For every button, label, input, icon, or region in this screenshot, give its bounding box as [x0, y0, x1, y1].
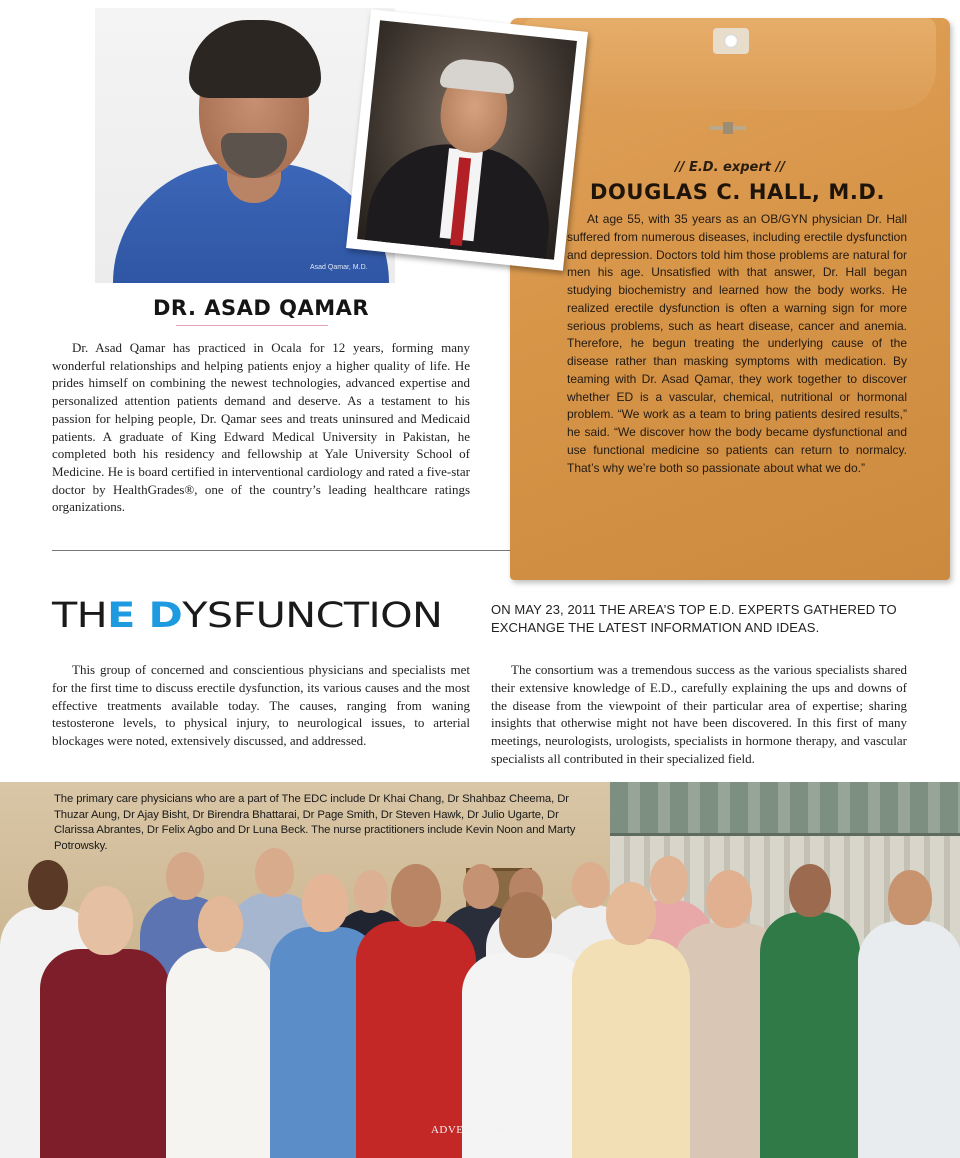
group-photo [0, 782, 960, 1158]
group-photo-valance [610, 782, 960, 836]
dysfunction-column-left: This group of concerned and conscientious physicians and specialists met for the first time to discuss erectile dysfunction, its various causes and the most effective treatments available today. The causes, ranging from waning testosterone levels, to physical injury, to neurological issues, to arterial blockages were noted, extensively discussed, and addressed. [52, 662, 470, 749]
group-person [40, 886, 170, 1158]
group-person [760, 864, 860, 1158]
dysfunction-title-pre: TH [52, 596, 108, 636]
hall-kicker: // E.D. expert // [674, 160, 786, 175]
dysfunction-title [52, 596, 559, 636]
qamar-heading-rule [176, 325, 328, 326]
group-person-body [858, 921, 960, 1158]
group-person [166, 896, 274, 1158]
group-person-head [391, 864, 441, 927]
section-divider [52, 550, 514, 551]
advertisement-label: ADVERTISEMENT [430, 1124, 530, 1136]
hall-bio: At age 55, with 35 years as an OB/GYN physician Dr. Hall suffered from numerous diseases, including erectile dysfunction and depression. Doctors told him those problems are natural for men his age. Unsatisfied with that answer, Dr. Hall began studying biochemistry and learned how the body works. He realized erectile dysfunction is often a warning sign for more serious problems, such as heart disease, cancer and anemia. Therefore, he begun treating the underlying cause of the disease rather than masking symptoms with medication. By teaming with Dr. Asad Qamar, they work together to discover whether ED is a vascular, chemical, nutritional or hormonal problem. “We work as a team to bring patients desired results,” he said. “We discover how the body became dysfunctional and use functional medicine so patients can return to normalcy. That’s why we’re both so passionate about what we do.” [567, 212, 907, 475]
group-person-head [789, 864, 831, 917]
group-person-head [706, 870, 752, 928]
qamar-heading: DR. ASAD QAMAR [152, 296, 370, 320]
dysfunction-column-right: The consortium was a tremendous success as the various specialists shared their extensive knowledge of E.D., carefully explaining the ups and downs of the disease from the viewpoint of their particular area of expertise; sharing insights that otherwise might not have been discovered. In this first of many meetings, neurologists, urologists, specialists in hormone therapy, and vascular specialists all contributed in their specialized field. [491, 662, 907, 766]
group-person-body [356, 921, 476, 1158]
dysfunction-subhead: ON MAY 23, 2011 THE AREA’S TOP E.D. EXPERTS GATHERED TO EXCHANGE THE LATEST INFORMATION AND IDEAS. [491, 602, 897, 635]
qamar-hair [189, 20, 321, 98]
envelope-hole [713, 28, 749, 54]
qamar-name-badge: Asad Qamar, M.D. [310, 264, 368, 271]
group-person [462, 892, 588, 1158]
group-person-head [888, 870, 932, 925]
hall-heading: DOUGLAS C. HALL, M.D. [589, 180, 886, 204]
dysfunction-title-post: YSFUNCTION [182, 596, 443, 636]
group-person-head [606, 882, 656, 945]
group-person-head [499, 892, 552, 958]
hall-portrait [346, 9, 588, 270]
qamar-bio: Dr. Asad Qamar has practiced in Ocala for 12 years, forming many wonderful relationships and helping patients enjoy a higher quality of life. He prides himself on combining the newest technologies, advanced expertise and personalized attention patients demand and deserve. As a testament to his passion for helping people, Dr. Qamar sees and treats uninsured and Medicaid patients. A graduate of King Edward Medical University in Pakistan, he completed both his residency and fellowship at Yale University School of Medicine. He is board certified in interventional cardiology and rated a five-star doctor by HealthGrades®, one of the country’s leading healthcare ratings organizations. [52, 340, 470, 515]
group-photo-caption: The primary care physicians who are a part of The EDC include Dr Khai Chang, Dr Shahbaz Cheema, Dr Thuzar Aung, Dr Ajay Bisht, Dr Birendra Bhattarai, Dr Page Smith, Dr Steven Hawk, Dr Julio Ugarte, Dr Clarissa Abrantes, Dr Felix Agbo and Dr Luna Beck. The nurse practitioners include Kevin Noon and Marty Potrowsky. [54, 793, 576, 852]
envelope-clasp-icon [710, 122, 746, 134]
group-person-head [198, 896, 243, 952]
group-person [356, 864, 476, 1158]
group-person [572, 882, 690, 1158]
hall-portrait-image [357, 20, 577, 259]
group-person-body [760, 912, 860, 1158]
group-person-head [166, 852, 204, 900]
dysfunction-title-accent: E D [107, 596, 183, 636]
group-person-head [302, 874, 348, 932]
group-person [858, 870, 960, 1158]
group-person-head [78, 886, 133, 955]
